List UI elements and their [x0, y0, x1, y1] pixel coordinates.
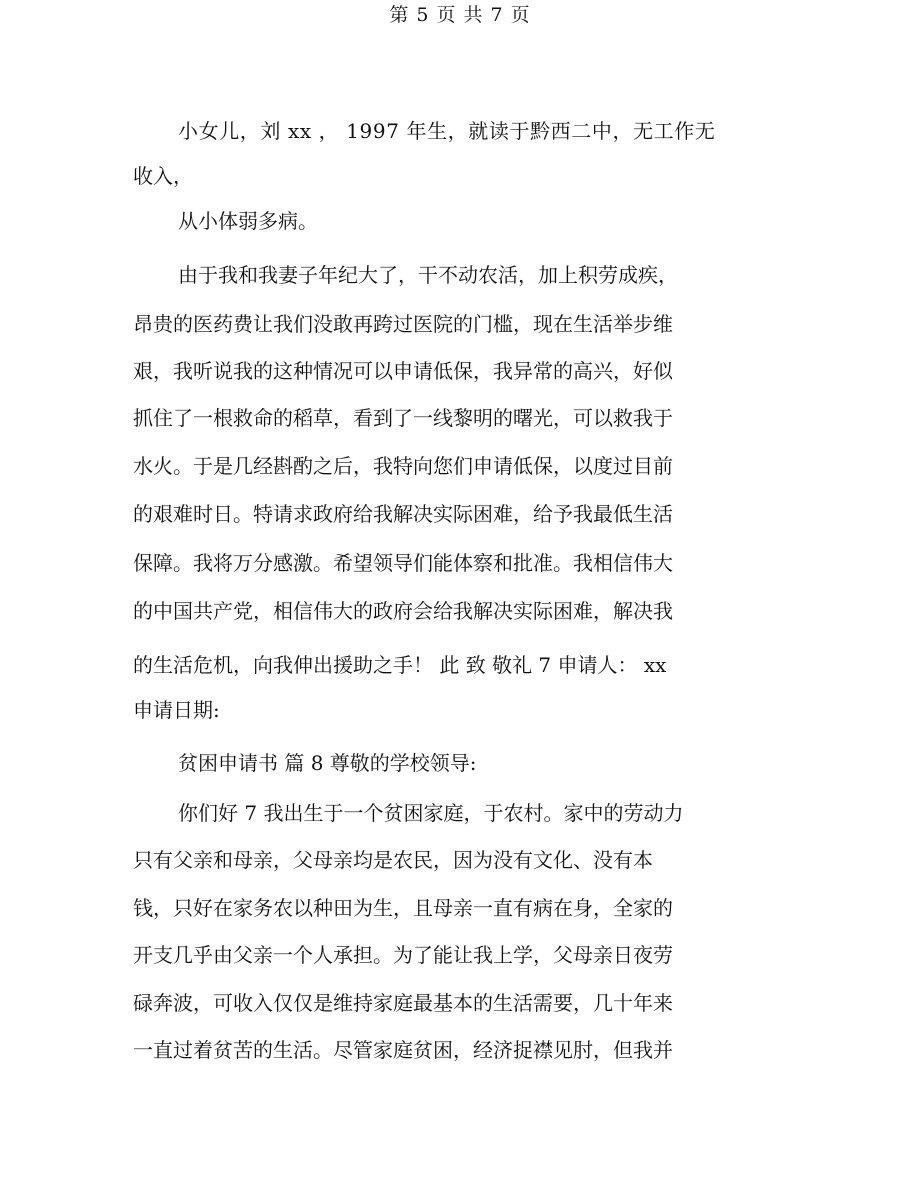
text-line: 收入， — [133, 164, 193, 188]
section-title: 贫困申请书 篇 8 尊敬的学校领导: — [178, 751, 477, 775]
text-line: 小女儿，刘 xx ， 1997 年生，就读于黔西二中，无工作无 — [178, 119, 716, 143]
text-line: 的艰难时日。特请求政府给我解决实际困难，给予我最低生活 — [133, 502, 673, 526]
text-line: 开支几乎由父亲一个人承担。为了能让我上学，父母亲日夜劳 — [133, 943, 673, 967]
text-line: 由于我和我妻子年纪大了，干不动农活，加上积劳成疾， — [178, 263, 678, 287]
text-line: 保障。我将万分感激。希望领导们能体察和批准。我相信伟大 — [133, 551, 673, 575]
text-line: 从小体弱多病。 — [178, 209, 318, 233]
text-line: 碌奔波，可收入仅仅是维持家庭最基本的生活需要，几十年来 — [133, 991, 673, 1015]
text-line: 申请日期: — [133, 698, 220, 722]
text-line: 的中国共产党，相信伟大的政府会给我解决实际困难，解决我 — [133, 599, 673, 623]
text-line: 水火。于是几经斟酌之后，我特向您们申请低保，以度过目前 — [133, 454, 673, 478]
text-line: 你们好 7 我出生于一个贫困家庭，于农村。家中的劳动力 — [178, 801, 684, 825]
text-line: 一直过着贫苦的生活。尽管家庭贫困，经济捉襟见肘，但我并 — [133, 1038, 673, 1062]
text-line: 只有父亲和母亲，父母亲均是农民，因为没有文化、没有本 — [133, 848, 653, 872]
text-line: 昂贵的医药费让我们没敢再跨过医院的门槛，现在生活举步维 — [133, 312, 673, 336]
text-line: 抓住了一根救命的稻草，看到了一线黎明的曙光，可以救我于 — [133, 406, 673, 430]
text-line: 钱，只好在家务农以种田为生，且母亲一直有病在身，全家的 — [133, 896, 673, 920]
page-header: 第 5 页 共 7 页 — [389, 4, 531, 26]
text-line: 的生活危机，向我伸出援助之手！ 此 致 敬礼 7 申请人： xx — [133, 653, 667, 677]
text-line: 艰，我听说我的这种情况可以申请低保，我异常的高兴，好似 — [133, 359, 673, 383]
